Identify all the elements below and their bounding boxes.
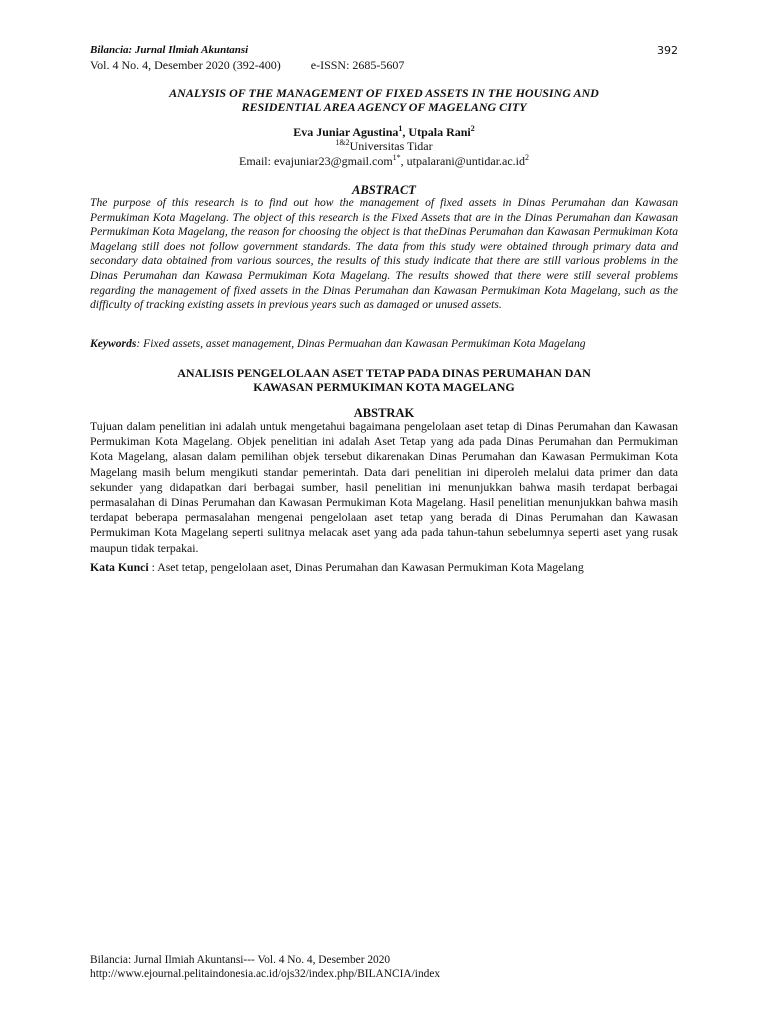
paper-page: [90, 0, 678, 1024]
title-english-line1: ANALYSIS OF THE MANAGEMENT OF FIXED ASSETS IN THE HOUSING AND: [169, 86, 599, 100]
title-indonesian-line1: ANALISIS PENGELOLAAN ASET TETAP PADA DINAS PERUMAHAN DAN: [177, 366, 591, 380]
email-1: Email: evajuniar23@gmail.com: [238, 154, 393, 168]
author-1: Eva Juniar Agustina: [293, 125, 399, 139]
affiliation-name: Universitas Tidar: [349, 139, 433, 153]
affiliation: [90, 138, 678, 154]
email-1-sup: 1*: [392, 153, 401, 162]
title-english-line2: RESIDENTIAL AREA AGENCY OF MAGELANG CITY: [241, 100, 527, 114]
keywords-id: [90, 560, 678, 575]
author-1-sup: 1: [398, 124, 403, 133]
footer-url[interactable]: http://www.ejournal.pelitaindonesia.ac.id/ojs32/index.php/BILANCIA/index: [90, 968, 441, 980]
title-indonesian: [90, 366, 678, 394]
footer-journal: Bilancia: Jurnal Ilmiah Akuntansi--- Vol. 4 No. 4, Desember 2020: [90, 954, 391, 966]
keywords-en-list: : Fixed assets, asset management, Dinas Permuahan dan Kawasan Permukiman Kota Magelang: [136, 337, 586, 350]
abstract-heading-en: ABSTRACT: [352, 183, 416, 197]
title-indonesian-line2: KAWASAN PERMUKIMAN KOTA MAGELANG: [253, 380, 515, 394]
email-line: [90, 153, 678, 169]
keywords-id-label: Kata Kunci: [90, 560, 149, 574]
author-separator: ,: [402, 125, 409, 139]
journal-name: Bilancia: Jurnal Ilmiah Akuntansi: [90, 44, 249, 56]
abstract-body-id: Tujuan dalam penelitian ini adalah untuk mengetahui bagaimana pengelolaan aset tetap di Dinas Perumahan dan Kawasan Permukiman Kota Magelang. Objek penelitian ini adalah Aset Tetap yang ada pada Dinas Perumahan dan Permukiman Kota Magelang, alasan dalam pemilihan objek tersebut dikarenakan Dinas Perumahan dan Kawasan Permukiman Kota Magelang masih belum mengikuti standar pemerintah. Data dari penelitian ini diperoleh melalui data primer dan data sekunder yang didapatkan dari berbagai sumber, hasil penelitian ini menunjukkan bahwa masih terdapat berbagai permasalahan di Dinas Perumahan dan Kawasan Permukiman Kota Magelang. Hasil penelitian menunjukkan bahwa masih terdapat beberapa permasalahan mengenai pengelolaan aset tetap yang berada di Dinas Perumahan dan Kawasan Permukiman Kota Magelang seperti sulitnya melacak aset yang ada pada tahun-tahun sebelumnya seperti aset yang rusak maupun tidak terpakai.: [90, 419, 678, 555]
keywords-en-label: Keywords: [90, 337, 137, 350]
abstract-body-en: The purpose of this research is to find out how the management of fixed assets in Dinas Perumahan dan Kawasan Permukiman Kota Magelang. The object of this research is the Fixed Assets that are in the Dinas Perumahan dan Kawasan Permukiman Kota Magelang, the reason for choosing the object is that theDinas Perumahan dan Kawasan Permukiman Kota Magelang still does not follow government standards. The data from this study were obtained through primary data and secondary data obtained from various sources, the results of this study indicate that there are still various problems in the Dinas Perumahan dan Kawasa Permukiman Kota Magelang. The results showed that there were still several problems regarding the management of fixed assets in the Dinas Perumahan dan Kawasan Permukiman Kota Magelang, such as the difficulty of tracking existing assets in previous years such as damaged or unused assets.: [90, 196, 678, 312]
keywords-id-list: : Aset tetap, pengelolaan aset, Dinas Perumahan dan Kawasan Permukiman Kota Magelang: [148, 560, 584, 574]
issn: e-ISSN: 2685-5607: [310, 58, 405, 72]
volume-line: [90, 58, 404, 73]
email-2: , utpalarani@untidar.ac.id: [400, 154, 526, 168]
affiliation-sup: 1&2: [335, 138, 350, 147]
author-2: Utpala Rani: [408, 125, 471, 139]
volume-info: Vol. 4 No. 4, Desember 2020 (392-400): [90, 58, 281, 72]
abstract-heading-id: ABSTRAK: [353, 406, 415, 420]
page-footer: [90, 953, 440, 981]
email-2-sup: 2: [525, 153, 530, 162]
author-2-sup: 2: [470, 124, 475, 133]
page-number: 392: [657, 44, 678, 57]
keywords-en: [90, 337, 678, 350]
title-english: [90, 86, 678, 114]
